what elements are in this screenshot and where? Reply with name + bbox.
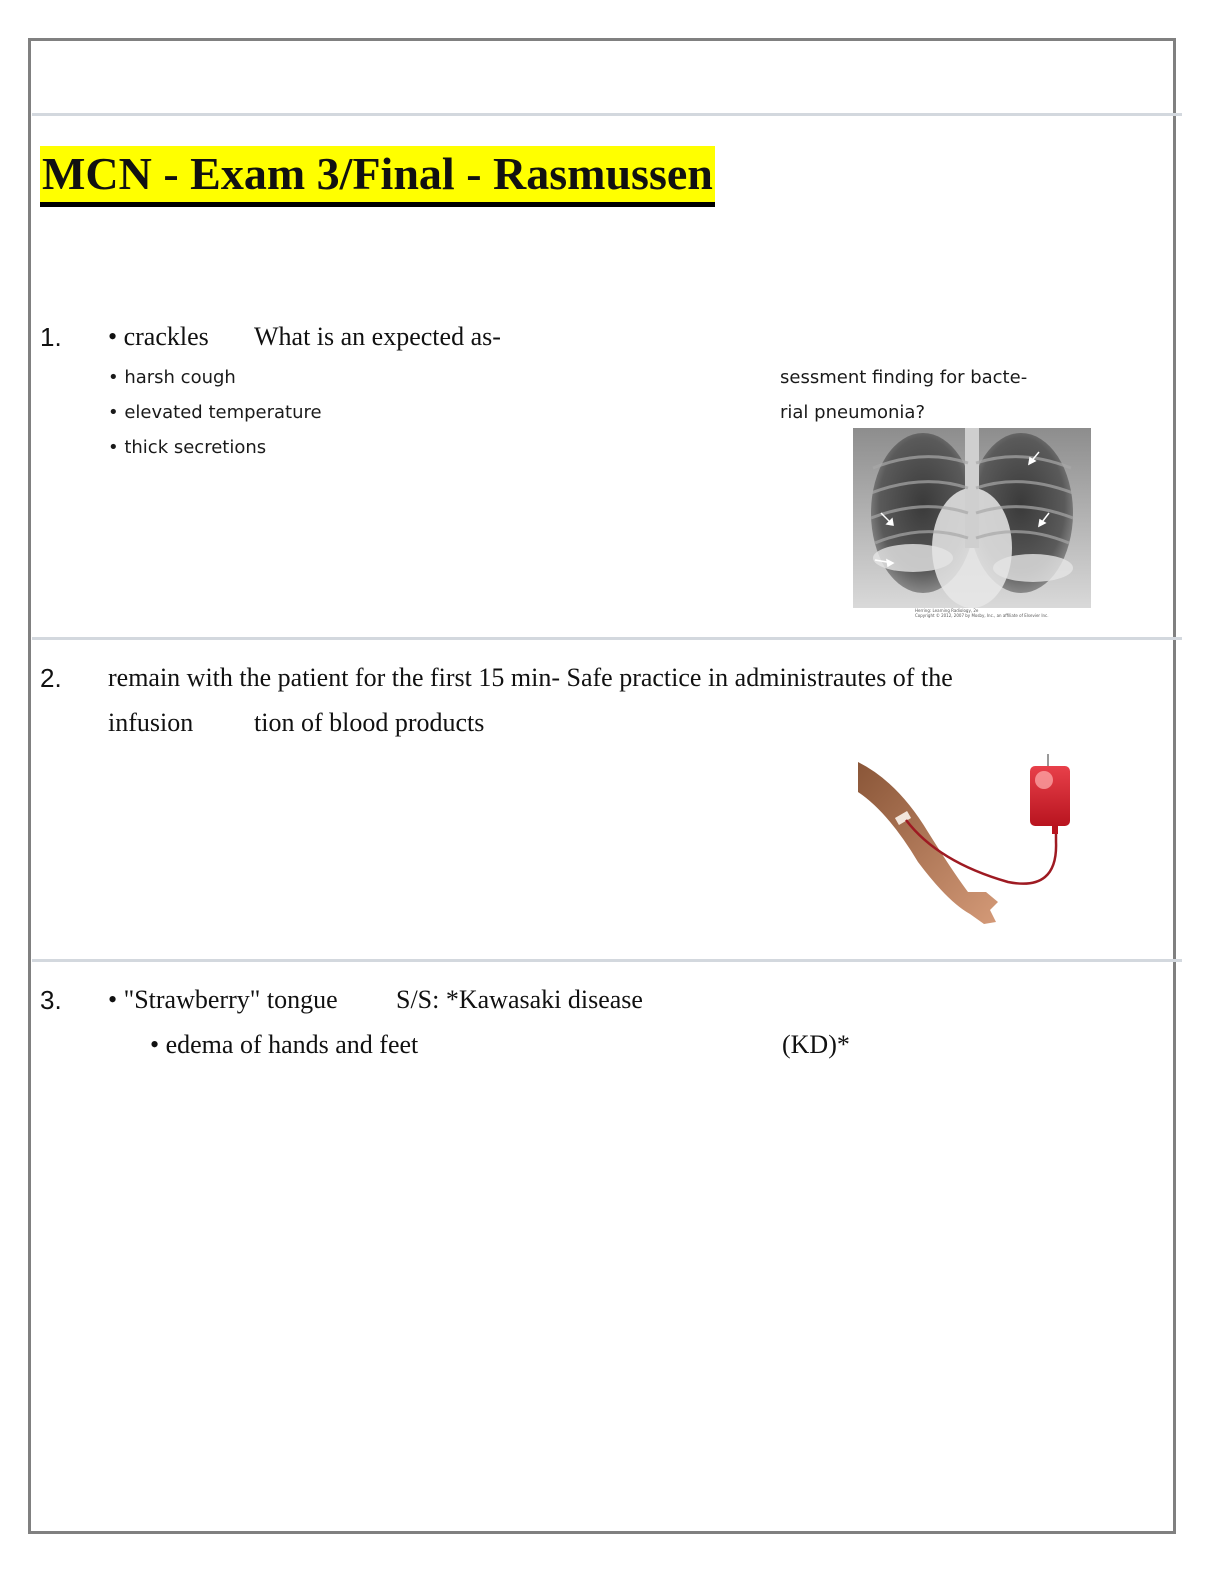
- divider-2: [32, 959, 1182, 962]
- q3-question-line1: S/S: *Kawasaki disease: [396, 985, 643, 1014]
- q1-distractor-3: • thick secretions: [108, 437, 267, 458]
- q2-line1: remain with the patient for the first 15 min- Safe practice in administrautes of the: [108, 663, 953, 692]
- q1-question-line1: What is an expected as-: [254, 322, 501, 351]
- page-title: MCN - Exam 3/Final - Rasmussen: [40, 146, 715, 207]
- q2-number: 2.: [40, 663, 62, 693]
- xray-credit: Herring: Learning Radiology, 2e Copyright © 2012, 2007 by Mosby, Inc., an affiliate of Elsevier Inc.: [915, 608, 1049, 618]
- q3-question-line2: (KD)*: [782, 1030, 850, 1059]
- q3-item-2: • edema of hands and feet: [150, 1030, 419, 1059]
- blood-transfusion-image: [858, 752, 1088, 930]
- q3-number: 3.: [40, 985, 62, 1015]
- divider-top: [32, 113, 1182, 116]
- q1-answer: • crackles: [108, 322, 209, 351]
- q2-answer-continued: infusion: [108, 708, 194, 737]
- q1-distractor-1: • harsh cough: [108, 367, 236, 388]
- q3-item-1: • "Strawberry" tongue: [108, 985, 338, 1014]
- chest-xray-image: [853, 428, 1091, 608]
- q2-question-continued: tion of blood products: [254, 708, 485, 737]
- q1-question-line3: rial pneumonia?: [780, 402, 926, 423]
- q1-number: 1.: [40, 322, 62, 352]
- divider-1: [32, 637, 1182, 640]
- q1-distractor-2: • elevated temperature: [108, 402, 322, 423]
- q1-question-line2: sessment finding for bacte-: [780, 367, 1028, 388]
